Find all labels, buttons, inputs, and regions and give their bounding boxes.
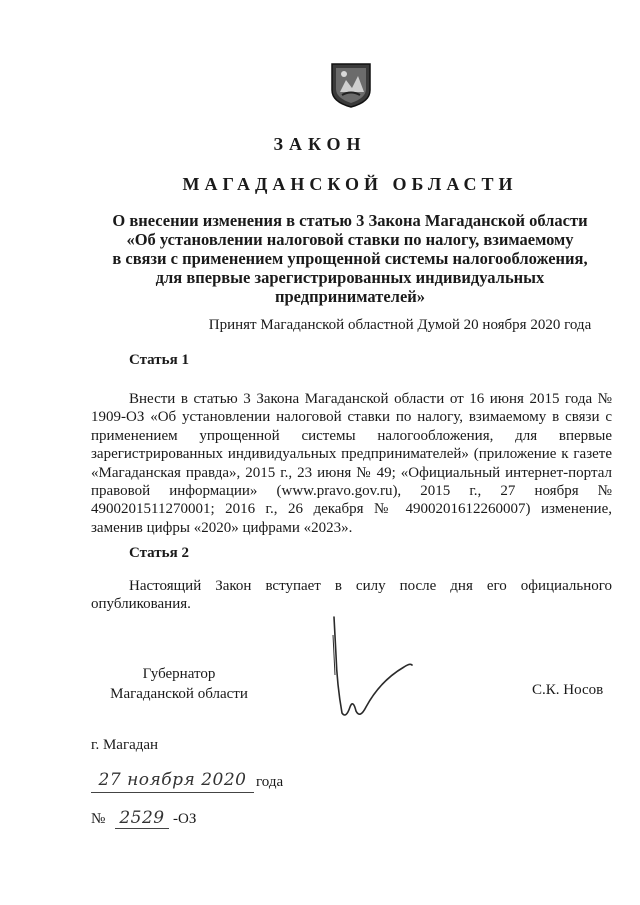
- article-2-heading: Статья 2: [129, 545, 189, 561]
- number-sign: №: [91, 811, 106, 827]
- governor-name: С.К. Носов: [532, 682, 604, 698]
- number-suffix: -ОЗ: [173, 811, 197, 827]
- governor-title-line: Губернатор: [142, 666, 216, 682]
- subject-line: предпринимателей»: [274, 287, 426, 306]
- signing-date: [91, 770, 391, 794]
- handwritten-number: 2529: [115, 808, 169, 829]
- article-2-text: [91, 577, 612, 614]
- subject-line: для впервые зарегистрированных индивидуальных: [155, 268, 545, 287]
- subject-line: в связи с применением упрощенной системы налогообложения,: [112, 249, 588, 268]
- article-2-body: Настоящий Закон вступает в силу после дня его официального опубликования.: [91, 578, 612, 613]
- law-title: ЗАКОН: [273, 134, 367, 154]
- governor-title-line: Магаданской области: [110, 686, 248, 702]
- signing-city: г. Магадан: [91, 737, 159, 753]
- region-title: МАГАДАНСКОЙ ОБЛАСТИ: [182, 174, 518, 194]
- handwritten-signature-icon: [320, 615, 430, 725]
- governor-title: [94, 664, 264, 704]
- article-1-body: Внести в статью 3 Закона Магаданской области от 16 июня 2015 года № 1909-ОЗ «Об установлении налоговой ставки по налогу, взимаемому в связи с применением упрощенной системы налогообложения, для впервые зарегистрированных индивидуальных предпринимателей» (приложение к газете «Магаданская правда», 2015 г., 23 июня № 49; «Официальный интернет-портал правовой информации» (www.pravo.gov.ru), 2015 г., 27 ноября № 4900201511270001; 2016 г., 26 декабря № 4900201612260007) изменение, заменив цифры «2020» цифрами «2023».: [91, 391, 612, 536]
- law-number: [91, 808, 291, 832]
- coat-of-arms-icon: [330, 62, 372, 108]
- law-subject: [70, 211, 630, 306]
- article-1-heading: Статья 1: [129, 352, 189, 368]
- date-suffix: года: [256, 774, 284, 790]
- handwritten-date: 27 ноября 2020: [91, 770, 254, 793]
- article-1-text: [91, 390, 612, 537]
- subject-line: О внесении изменения в статью 3 Закона Магаданской области: [112, 211, 588, 230]
- subject-line: «Об установлении налоговой ставки по налогу, взимаемому: [126, 230, 574, 249]
- adoption-note: Принят Магаданской областной Думой 20 ноября 2020 года: [208, 317, 592, 333]
